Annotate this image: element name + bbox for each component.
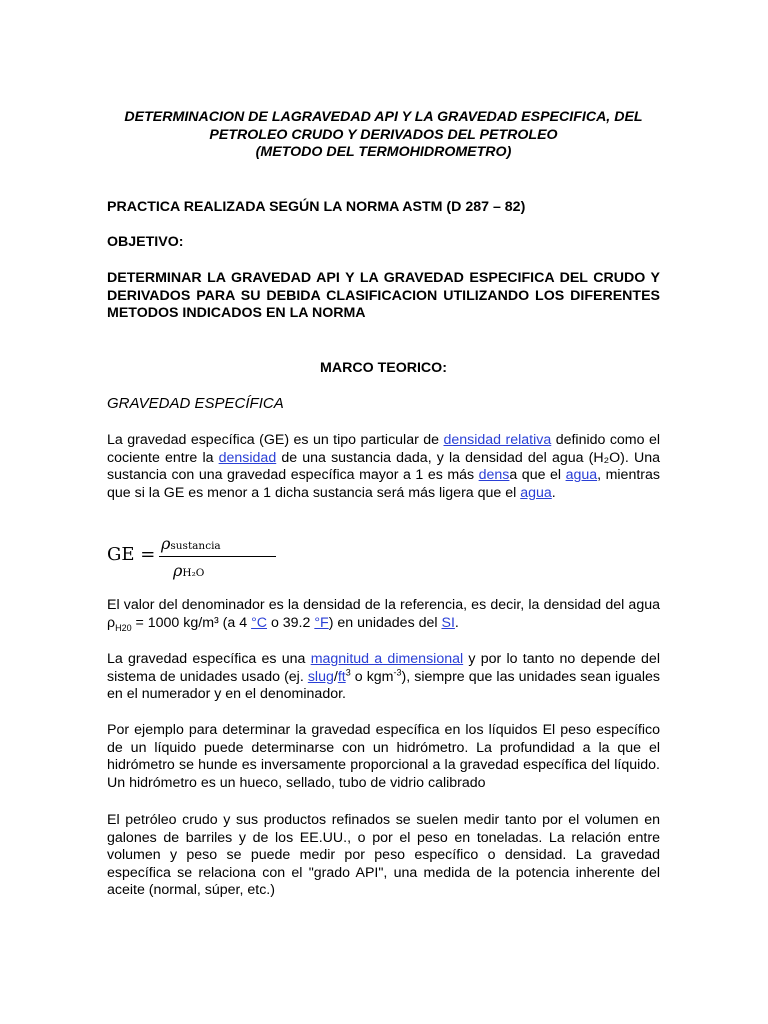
link-densa[interactable]: dens <box>478 467 510 484</box>
text-span: definido como el cociente entre la <box>107 432 660 466</box>
text-span: a que el <box>509 467 566 484</box>
link-si[interactable]: SI <box>441 614 455 631</box>
title-line-3: (METODO DEL TERMOHIDROMETRO) <box>255 144 512 161</box>
text-span: / <box>333 668 338 685</box>
superscript: -3 <box>393 666 402 677</box>
title-line-2: PETROLEO CRUDO Y DERIVADOS DEL PETROLEO <box>209 126 558 143</box>
objetivo-heading: OBJETIVO: <box>107 234 184 250</box>
text-span: ), siempre que las unidades sean iguales en el numerador y en el denominador. <box>107 668 661 703</box>
paragraph-denominador <box>107 597 660 632</box>
link-fahrenheit[interactable]: °F <box>314 614 329 631</box>
objetivo-text: DETERMINAR LA GRAVEDAD API Y LA GRAVEDAD ESPECIFICA DEL CRUDO Y DERIVADOS PARA SU DEBIDA CLASIFICACION UTILIZANDO LOS DIFERENTES METODOS INDICADOS EN LA NORMA <box>107 270 660 322</box>
paragraph-adimensional <box>107 651 660 704</box>
paragraph-petroleo: El petróleo crudo y sus productos refinados se suelen medir tanto por el volumen en galones de barriles y de los EE.UU., o por el peso en toneladas. La relación entre volumen y peso se puede medir por peso específico o densidad. La gravedad específica se relaciona con el "grado API", una medida de la potencia inherente del aceite (normal, súper, etc.) <box>107 812 660 899</box>
formula-lhs: GE = <box>107 544 156 565</box>
link-densidad[interactable]: densidad <box>218 449 277 466</box>
text-span: de una sustancia dada, y la densidad del agua (H₂O). Una sustancia con una gravedad específica mayor a 1 es más <box>107 449 660 484</box>
link-densidad-relativa[interactable]: densidad relativa <box>443 432 552 448</box>
link-agua-2[interactable]: agua <box>520 484 552 501</box>
paragraph-hidrometro: Por ejemplo para determinar la gravedad específica en los líquidos El peso específico de un líquido puede determinarse con un hidrómetro. La profundidad a la que el hidrómetro se hunde es inversamente proporcional a la gravedad específica del líquido. Un hidrómetro es un hueco, sellado, tubo de vidrio calibrado <box>107 722 660 791</box>
superscript: 3 <box>345 666 351 677</box>
norma-line: PRACTICA REALIZADA SEGÚN LA NORMA ASTM (D 287 – 82) <box>107 199 526 215</box>
numerator-subscript: sustancia <box>170 540 221 552</box>
subscript: H20 <box>115 622 132 633</box>
formula-denominator <box>173 561 204 580</box>
text-span: , mientras que si la GE es menor a 1 dicha sustancia será más ligera que el <box>107 467 660 501</box>
text-span: o 39.2 <box>267 614 315 631</box>
text-span: El valor del denominador es la densidad de la referencia, es decir, la densidad del agua ρ <box>107 597 660 631</box>
text-span: y por lo tanto no depende del sistema de unidades usado (ej. <box>107 651 660 685</box>
text-span: . <box>454 614 459 631</box>
title-line-1: DETERMINACION DE LAGRAVEDAD API Y LA GRAVEDAD ESPECIFICA, DEL <box>124 109 643 125</box>
rho-symbol: ρ <box>173 561 183 580</box>
rho-symbol: ρ <box>161 534 171 553</box>
text-span: La gravedad específica es una <box>107 651 311 667</box>
text-span: o kgm <box>350 668 394 685</box>
link-celsius[interactable]: °C <box>251 614 267 631</box>
text-span: La gravedad específica (GE) es un tipo particular de <box>107 432 444 448</box>
paragraph-definicion <box>107 432 660 502</box>
marco-teorico-heading: MARCO TEORICO: <box>320 360 447 376</box>
denominator-subscript: H₂O <box>182 567 205 579</box>
link-slug[interactable]: slug <box>307 668 334 685</box>
text-span: . <box>551 484 556 501</box>
fraction-bar <box>159 556 276 557</box>
text-span: ) en unidades del <box>328 614 442 631</box>
section-title: GRAVEDAD ESPECÍFICA <box>107 395 284 412</box>
link-agua-1[interactable]: agua <box>565 467 598 484</box>
document-title <box>107 109 660 162</box>
text-span: = 1000 kg/m³ (a 4 <box>131 614 252 631</box>
link-magnitud-adimensional[interactable]: magnitud a dimensional <box>310 651 464 667</box>
link-ft[interactable]: ft <box>337 668 346 685</box>
formula-numerator <box>161 534 221 553</box>
gravedad-especifica-formula <box>107 536 307 582</box>
